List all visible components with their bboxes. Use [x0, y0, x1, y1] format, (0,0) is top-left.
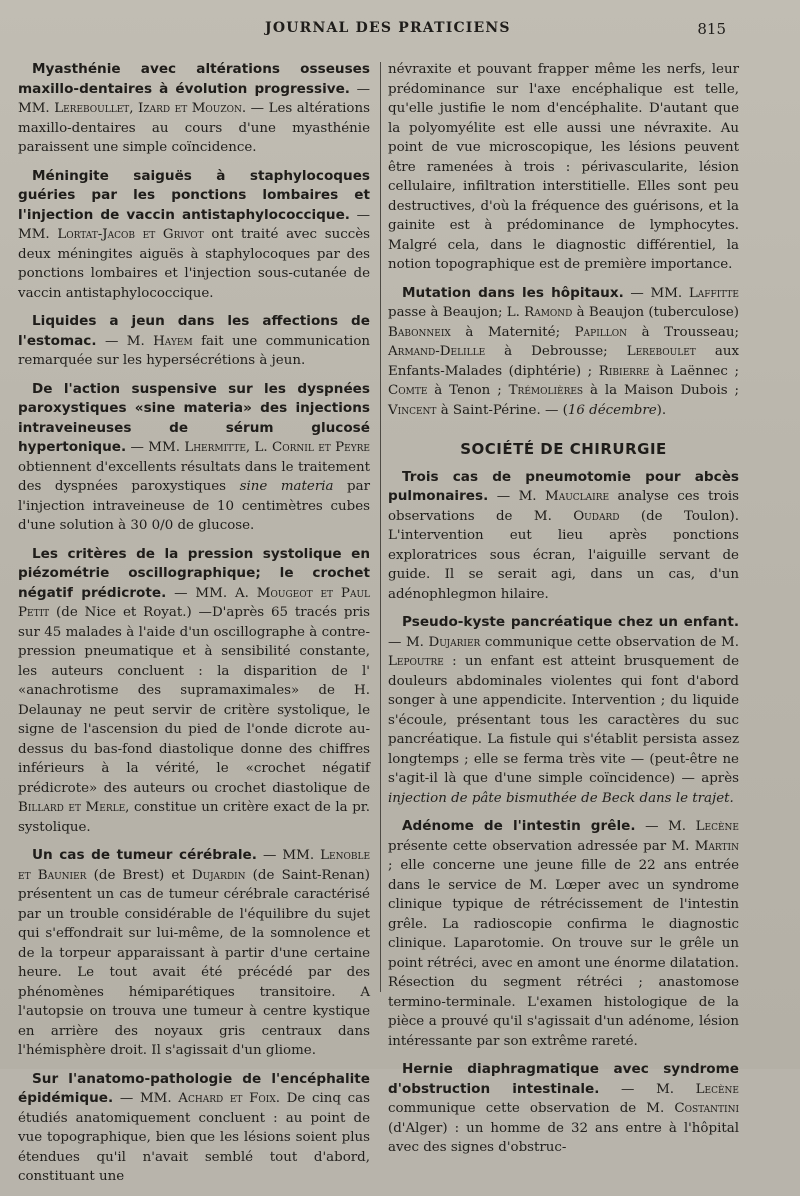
article-authors: Dujardin — [191, 867, 246, 883]
article-body: à Laënnec ; — [649, 363, 739, 379]
article-title: Myasthénie avec altérations osseuses maxillo-dentaires à évolution progressive. — [18, 61, 370, 97]
article-encephalite — [18, 1070, 370, 1187]
dash: — — [635, 819, 669, 834]
article-authors: M. Lepoutre — [388, 634, 740, 669]
article-title: Sur l'anatomo-pathologie de l'encéphalite épidémique. — [18, 1070, 370, 1106]
article-body: ont traité avec succès deux méningites aiguës à staphylocoques par des ponctions lombaires et l'injection sous-cutanée de vaccin antistaphylococcique. — [18, 227, 370, 301]
dash: — — [96, 333, 127, 349]
article-authors: Billard et Merle — [18, 800, 126, 815]
article-body: à la Maison Dubois ; — [583, 383, 739, 398]
article-body: à Saint-Périne. — ( — [436, 402, 568, 418]
article-title: Méningite saiguës à staphylocoques guéries par les ponctions lombaires et l'injection de vaccin antistaphylococcique. — [18, 167, 370, 223]
article-title: Pseudo-kyste pancréatique chez un enfant. — [402, 614, 739, 630]
article-title: Mutation dans les hôpitaux. — [402, 284, 624, 301]
article-pression-systolique — [18, 545, 370, 838]
article-hernie — [388, 1060, 739, 1158]
article-dyspnees — [18, 380, 370, 536]
article-authors: Armand-Delille — [388, 344, 486, 359]
article-authors: Trémolières — [508, 383, 584, 398]
article-authors: Vincent — [388, 402, 437, 418]
article-body: névraxite et pouvant frapper même les nerfs, leur prédominance sur l'axe encéphalique est telle, qu'elle justifie le nom d'encéphalite. D'autant que la polyomyélite est elle aussi une névraxite. Au point de vue microscopique, les lésions peuvent être ramenées à trois : périvascularite, lésion cellulaire, infiltration interstitielle. Elles sont peu destructives, d'où la fréquence des guérisons, et la gainite est à prédominance de lymphocytes. Malgré cela, dans le diagnostic différentiel, la notion topographique est de première importance. — [388, 62, 739, 272]
article-body: ; elle concerne une jeune fille de 22 ans entrée dans le service de M. Lœper avec un syndrome clinique typique de rétrécissement de l'intestin grêle. La radioscopie confirma le diagnostic clinique. Laparotomie. On trouve sur le grêle un point rétréci, avec en amont une énorme dilatation. Résection du segment rétréci ; anastomose termino-terminale. L'examen histologique de la pièce a prouvé qu'il s'agissait d'un adénome, lésion intéressante par son extrême rareté. — [388, 858, 739, 1049]
article-body: fait une communication remarquée sur les hypersécrétions à jeun. — [18, 333, 370, 368]
article-authors: M. Martin — [671, 838, 739, 854]
article-authors: M. Oudard — [533, 508, 620, 524]
article-liquides-jeun — [18, 312, 370, 371]
article-encephalite-continued — [388, 60, 739, 275]
article-body: présente cette observation adressée par — [388, 838, 672, 854]
dash: — — [599, 1081, 657, 1097]
article-body: obtiennent d'excellents résultats dans le traitement des dyspnées paroxystiques — [18, 459, 370, 494]
article-authors: Babonneix — [388, 324, 451, 340]
article-body: , constitue un critère exact de la pr. systolique. — [18, 800, 370, 835]
article-pseudo-kyste — [388, 613, 739, 808]
article-title: De l'action suspensive sur les dyspnées paroxystiques «sine materia» des injections intraveineuses de sérum glucosé hypertonique. — [18, 380, 370, 455]
article-title: Liquides a jeun dans les affections de l'estomac. — [18, 313, 370, 349]
article-authors: MM. Achard et Foix. — [139, 1091, 280, 1106]
article-authors: MM. Lenoble et Baunier — [18, 848, 371, 883]
article-authors: M. Dujarier — [405, 634, 481, 650]
dash: — — [349, 207, 370, 223]
section-heading: SOCIÉTÉ DE CHIRURGIE — [460, 440, 667, 458]
dash: — — [488, 489, 519, 504]
dash: — — [113, 1091, 140, 1106]
dash: — — [126, 440, 149, 455]
left-column — [18, 60, 370, 1196]
article-body: à Debrousse; — [485, 344, 627, 359]
article-body: à Beaujon (tuberculose) — [572, 305, 739, 320]
article-title: Hernie diaphragmatique avec syndrome d'obstruction intestinale. — [388, 1061, 739, 1097]
article-authors: L. Ramond — [506, 305, 573, 320]
page-number: 815 — [697, 20, 726, 38]
article-mutation-hopitaux — [388, 284, 739, 421]
article-body: (de Brest) et — [86, 867, 192, 883]
page-header — [0, 18, 800, 42]
article-body: à Tenon ; — [427, 383, 509, 398]
running-title: JOURNAL DES PRATICIENS — [265, 20, 511, 36]
article-meningite — [18, 167, 370, 304]
article-authors: Comte — [388, 383, 428, 398]
article-body: (de Toulon). L'intervention eut lieu après ponctions exploratrices sous écran, l'aiguille servant de guide. Il se serait agi, dans un cas, d'un adénophlegmon hilaire. — [388, 508, 739, 602]
article-adenome — [388, 817, 739, 1051]
dash: — — [349, 81, 371, 97]
article-authors: M. Costantini — [646, 1101, 739, 1116]
article-body-italic: injection de pâte bismuthée de Beck dans le trajet. — [388, 790, 734, 806]
article-body: à Trousseau; — [627, 324, 739, 340]
article-body: : un enfant est atteint brusquement de douleurs abdominales violentes qui font d'abord songer à une appendicite. Intervention ; du liquide s'écoule, présentant tous les caractères du suc pancréatique. La fistule qui s'établit persista assez longtemps ; elle se ferma très vite — (peut-être ne s'agit-il là que d'une simple coïncidence) — après — [388, 654, 739, 786]
article-authors: M. Hayem — [126, 333, 193, 349]
article-authors: MM. Lortat-Jacob et Grivot — [18, 227, 204, 242]
article-authors: MM. Lhermitte, L. Cornil et Peyre — [148, 440, 370, 455]
article-title: Adénome de l'intestin grêle. — [402, 818, 636, 834]
article-authors: Lereboulet — [626, 344, 696, 359]
article-body: (d'Alger) : un homme de 32 ans entre à l'hôpital avec des signes d'obstruc- — [388, 1120, 739, 1155]
dash: — — [256, 848, 283, 863]
article-body: par l'injection intraveineuse de 10 centimètres cubes d'une solution à 30 0/0 de glucose. — [18, 479, 370, 533]
article-authors: M. Mauclaire — [518, 489, 610, 504]
article-title: Un cas de tumeur cérébrale. — [32, 847, 257, 863]
article-body: aux Enfants-Malades (diphtérie) ; — [388, 344, 739, 379]
dash: — — [623, 285, 651, 301]
article-authors: MM. Laffitte — [650, 285, 739, 301]
right-column — [388, 60, 739, 1167]
article-body: communique cette observation de — [388, 1101, 647, 1116]
article-authors: M. Lecène — [668, 819, 739, 834]
article-authors: Ribierre — [598, 363, 650, 379]
article-body: (de Saint-Renan) présentent un cas de tumeur cérébrale caractérisé par un trouble considérable de l'équilibre du sujet qui s'effondrait sur lui-même, de la somnolence et de la torpeur apparaissant à partir d'une certaine heure. Le tout avait été précédé par des phénomènes hémiparétiques transitoire. A l'autopsie on trouva une tumeur à centre kystique en arrière des noyaux gris centraux dans l'hémisphère droit. Il s'agissait d'un gliome. — [18, 867, 371, 1058]
article-date: 16 décembre — [567, 402, 657, 418]
article-body: analyse ces trois observations de — [388, 489, 739, 524]
article-pneumotomie — [388, 468, 739, 605]
article-myasthenie — [18, 60, 370, 158]
article-title: Les critères de la pression systolique en piézométrie oscillographique; le crochet négatif prédicrote. — [18, 545, 370, 601]
article-body: ). — [656, 402, 667, 418]
article-authors: Papillon — [574, 324, 627, 340]
article-authors: MM. A. Mougeot et Paul Petit — [18, 585, 371, 620]
article-authors: MM. Lereboullet, Izard et Mouzon. — [18, 101, 247, 116]
dash: — — [388, 634, 406, 650]
article-title: Trois cas de pneumotomie pour abcès pulmonaires. — [388, 468, 739, 504]
dash: — — [166, 585, 196, 601]
article-body-italic: sine materia — [239, 479, 334, 494]
article-authors: M. Lecène — [656, 1081, 739, 1097]
article-body: — Les altérations maxillo-dentaires au cours d'une myasthénie paraissent une simple coïncidence. — [18, 101, 370, 155]
article-tumeur-cerebrale — [18, 846, 370, 1061]
article-body: communique cette observation de — [480, 634, 722, 650]
article-body: passe à Beaujon; — [388, 305, 507, 320]
article-body: à Maternité; — [450, 324, 575, 340]
column-divider — [380, 62, 381, 992]
article-body: (de Nice et Royat.) —D'après 65 tracés pris sur 45 malades à l'aide d'un oscillographe à contre-pression pneumatique et à sensibilité constante, les auteurs concluent : la disparition de l' «anachrotisme des supramaximales» de H. Delaunay ne peut servir de critère systolique, le signe de l'ascension du pied de l'onde dicrote au-dessus du bas-fond diastolique donne des chiffres inférieurs à la vérité, le «crochet négatif prédicrote» des auteurs ou crochet diastolique de — [18, 605, 370, 796]
article-body: De cinq cas étudiés anatomiquement concluent : au point de vue topographique, bien que les lésions soient plus étendues qu'il n'avait semblé tout d'abord, constituant une — [18, 1091, 371, 1184]
